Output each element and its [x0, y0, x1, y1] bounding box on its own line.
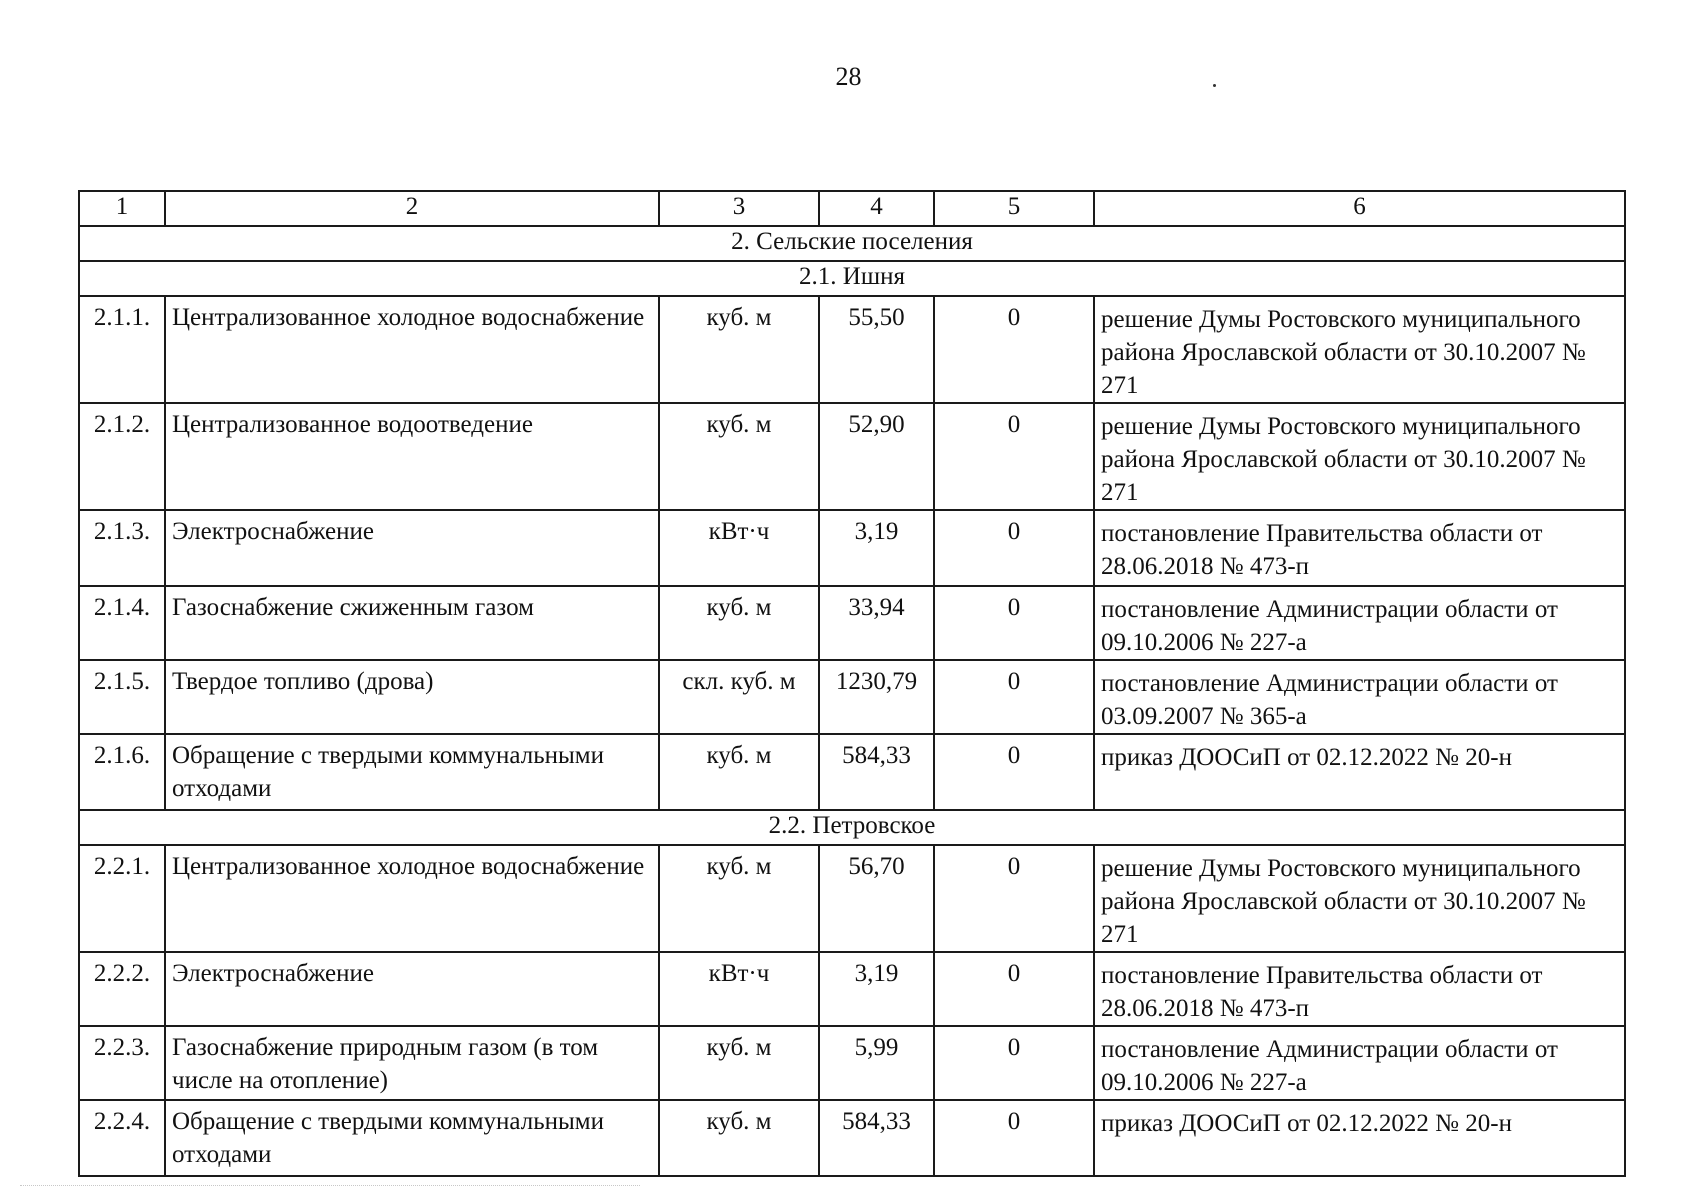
- norm-value: 55,50: [819, 296, 934, 403]
- legal-basis: постановление Правительства области от 28.06.2018 № 473-п: [1094, 510, 1625, 586]
- unit-of-measure: куб. м: [659, 586, 819, 660]
- table-row: [79, 952, 1625, 1026]
- service-name: Газоснабжение природным газом (в том числе на отопление): [165, 1026, 659, 1100]
- subsection-title: 2.2. Петровское: [79, 810, 1625, 845]
- legal-basis: решение Думы Ростовского муниципального района Ярославской области от 30.10.2007 № 271: [1094, 296, 1625, 403]
- legal-basis: решение Думы Ростовского муниципального района Ярославской области от 30.10.2007 № 271: [1094, 845, 1625, 952]
- table-row: [79, 1026, 1625, 1100]
- norm-value: 3,19: [819, 510, 934, 586]
- service-name: Твердое топливо (дрова): [165, 660, 659, 734]
- table-row: [79, 510, 1625, 586]
- service-name: Обращение с твердыми коммунальными отходами: [165, 1100, 659, 1176]
- unit-of-measure: куб. м: [659, 734, 819, 810]
- column-header: 3: [659, 191, 819, 226]
- service-name: Электроснабжение: [165, 510, 659, 586]
- row-number: 2.1.1.: [79, 296, 165, 403]
- column-header: 1: [79, 191, 165, 226]
- column-5-value: 0: [934, 510, 1094, 586]
- legal-basis: постановление Администрации области от 09.10.2006 № 227-а: [1094, 1026, 1625, 1100]
- unit-of-measure: куб. м: [659, 845, 819, 952]
- row-number: 2.1.6.: [79, 734, 165, 810]
- legal-basis: постановление Администрации области от 03.09.2007 № 365-а: [1094, 660, 1625, 734]
- service-name: Централизованное холодное водоснабжение: [165, 296, 659, 403]
- service-name: Газоснабжение сжиженным газом: [165, 586, 659, 660]
- column-5-value: 0: [934, 1100, 1094, 1176]
- section-heading-row: [79, 226, 1625, 261]
- column-header: 6: [1094, 191, 1625, 226]
- subsection-heading-row: [79, 261, 1625, 296]
- legal-basis: приказ ДООСиП от 02.12.2022 № 20-н: [1094, 1100, 1625, 1176]
- service-name: Обращение с твердыми коммунальными отходами: [165, 734, 659, 810]
- table-row: [79, 403, 1625, 510]
- table-row: [79, 296, 1625, 403]
- table-row: [79, 845, 1625, 952]
- row-number: 2.2.3.: [79, 1026, 165, 1100]
- table-row: [79, 586, 1625, 660]
- scan-noise-line: [20, 1185, 640, 1188]
- service-name: Централизованное холодное водоснабжение: [165, 845, 659, 952]
- row-number: 2.1.4.: [79, 586, 165, 660]
- norm-value: 56,70: [819, 845, 934, 952]
- column-5-value: 0: [934, 403, 1094, 510]
- row-number: 2.1.5.: [79, 660, 165, 734]
- column-5-value: 0: [934, 952, 1094, 1026]
- column-number-header-row: [79, 191, 1625, 226]
- norm-value: 1230,79: [819, 660, 934, 734]
- column-5-value: 0: [934, 734, 1094, 810]
- unit-of-measure: кВт·ч: [659, 510, 819, 586]
- section-title: 2. Сельские поселения: [79, 226, 1625, 261]
- unit-of-measure: куб. м: [659, 1100, 819, 1176]
- norm-value: 5,99: [819, 1026, 934, 1100]
- norm-value: 52,90: [819, 403, 934, 510]
- table-row: [79, 734, 1625, 810]
- unit-of-measure: скл. куб. м: [659, 660, 819, 734]
- page-number: 28: [835, 62, 862, 91]
- unit-of-measure: куб. м: [659, 296, 819, 403]
- norm-value: 584,33: [819, 734, 934, 810]
- column-5-value: 0: [934, 1026, 1094, 1100]
- norm-value: 584,33: [819, 1100, 934, 1176]
- legal-basis: приказ ДООСиП от 02.12.2022 № 20-н: [1094, 734, 1625, 810]
- tariff-table: [78, 190, 1626, 1177]
- row-number: 2.1.3.: [79, 510, 165, 586]
- legal-basis: постановление Администрации области от 09.10.2006 № 227-а: [1094, 586, 1625, 660]
- table-row: [79, 660, 1625, 734]
- scan-artifact-dot: [1213, 84, 1216, 87]
- row-number: 2.2.1.: [79, 845, 165, 952]
- column-header: 5: [934, 191, 1094, 226]
- column-5-value: 0: [934, 296, 1094, 403]
- row-number: 2.1.2.: [79, 403, 165, 510]
- service-name: Централизованное водоотведение: [165, 403, 659, 510]
- row-number: 2.2.4.: [79, 1100, 165, 1176]
- unit-of-measure: куб. м: [659, 403, 819, 510]
- service-name: Электроснабжение: [165, 952, 659, 1026]
- subsection-heading-row: [79, 810, 1625, 845]
- norm-value: 3,19: [819, 952, 934, 1026]
- subsection-title: 2.1. Ишня: [79, 261, 1625, 296]
- unit-of-measure: куб. м: [659, 1026, 819, 1100]
- norm-value: 33,94: [819, 586, 934, 660]
- legal-basis: постановление Правительства области от 28.06.2018 № 473-п: [1094, 952, 1625, 1026]
- column-5-value: 0: [934, 660, 1094, 734]
- column-header: 4: [819, 191, 934, 226]
- table-row: [79, 1100, 1625, 1176]
- column-header: 2: [165, 191, 659, 226]
- row-number: 2.2.2.: [79, 952, 165, 1026]
- unit-of-measure: кВт·ч: [659, 952, 819, 1026]
- column-5-value: 0: [934, 845, 1094, 952]
- column-5-value: 0: [934, 586, 1094, 660]
- legal-basis: решение Думы Ростовского муниципального района Ярославской области от 30.10.2007 № 271: [1094, 403, 1625, 510]
